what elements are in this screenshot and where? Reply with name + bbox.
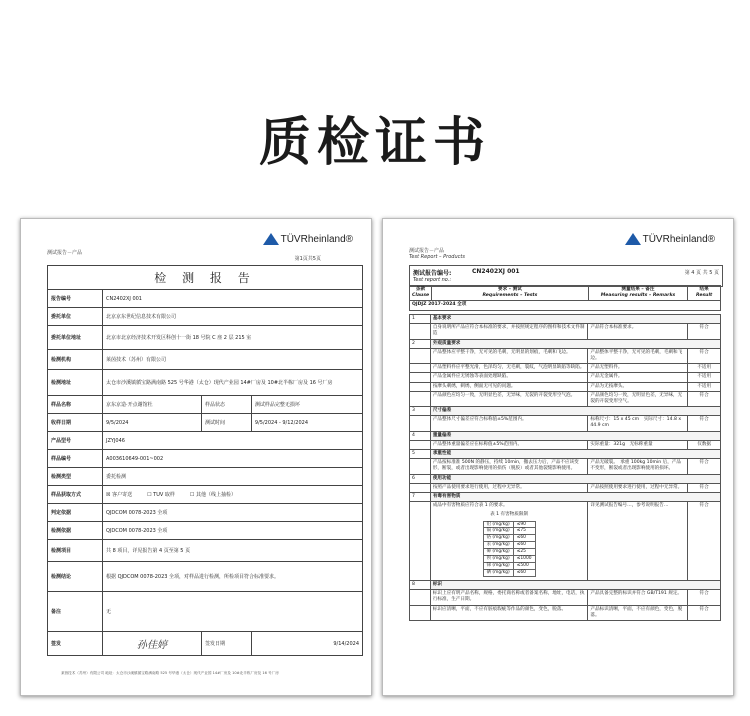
verdict-cell: 符合: [688, 348, 721, 363]
row-value: 9/5/2024 - 9/12/2024: [251, 414, 362, 432]
requirement-cell: [430, 590, 588, 605]
clause-cell: 5: [410, 450, 431, 459]
sign-label: 签发: [48, 632, 103, 656]
row-value: QJDCOM 0078-2023 全项: [103, 504, 363, 522]
clause-cell: [410, 416, 431, 431]
hazard-row: [483, 563, 535, 570]
standard-row: QJDJZ 2017-2024 全项: [410, 301, 721, 310]
requirement-text: 产品按标准准 500N 的静压，持续 10min，撤去压力后，产品不应该变形，断裂，或者出现影响使用的损伤（脱胶）或者其他裂缝影响使用。: [432, 460, 579, 472]
clause-cell: 7: [410, 492, 431, 501]
hazard-row: [483, 556, 535, 563]
requirement-cell: [430, 416, 588, 431]
table-header-row: [410, 286, 721, 301]
table-row: [410, 373, 721, 382]
test-report-results-page: [382, 218, 734, 696]
row-label: 判定依据: [48, 504, 103, 522]
hazard-item: 钡 (mg/kg): [483, 556, 513, 563]
report-number-bar: [409, 265, 723, 287]
clause-cell: [410, 364, 431, 373]
hazard-limit: ≤60: [513, 570, 535, 577]
report-number-label-en: Test report no.:: [413, 277, 452, 283]
section-row: [410, 339, 721, 348]
result-cell: 标称尺寸：15 x 45 cm 实际尺寸：14.8 x 44.9 cm: [588, 416, 688, 431]
hazard-item: 硒 (mg/kg): [483, 570, 513, 577]
verdict-cell: 符合: [688, 416, 721, 431]
result-cell: 产品无塑料件。: [588, 364, 688, 373]
clause-cell: [410, 324, 431, 339]
table-row: [410, 459, 721, 474]
row-label: 检测类型: [48, 468, 103, 486]
report-number-label: 测试报告编号:: [413, 270, 452, 277]
clause-cell: [410, 440, 431, 449]
table-row: [410, 416, 721, 431]
verdict-cell: 不适用: [688, 364, 721, 373]
row-value: 无: [103, 592, 363, 632]
hazard-limit: ≤60: [513, 542, 535, 549]
row-label: 检测依据: [48, 522, 103, 540]
row-label: 报告编号: [48, 290, 103, 308]
requirement-cell: [430, 324, 588, 339]
requirement-cell: [430, 459, 588, 474]
row-label: 样品名称: [48, 396, 103, 414]
verdict-cell: 符合: [688, 391, 721, 406]
table-row: [410, 440, 721, 449]
row-label: 测试时间: [202, 414, 252, 432]
page-number: 第 4 页 共 5 页: [684, 270, 719, 276]
table-row: [410, 382, 721, 391]
hazard-limit: ≤25: [513, 549, 535, 556]
requirement-text: 产品整体应平整干净，无可见的毛刺，无明显的划痕，毛刺和飞边。: [432, 349, 571, 355]
verdict-cell: 不适用: [688, 373, 721, 382]
requirement-text: 产品塑料件应平整光滑，色泽均匀，无毛刺，裂纹，气泡明显缺陷等缺陷。: [432, 365, 585, 371]
requirement-text: 产品整体重量偏差应在标称值±5%范围内。: [432, 441, 523, 447]
tuv-brand-text: TÜVRheinland®: [280, 233, 353, 245]
tuv-logo: [625, 233, 715, 245]
row-value: 9/5/2024: [103, 414, 202, 432]
result-cell: 产品标识清晰，平面，不应有颜色，变色，脱落。: [588, 605, 688, 620]
hazard-item: 汞 (mg/kg): [483, 542, 513, 549]
row-value: 根据 QJDCOM 0078-2023 全项，对样品进行检测，所检项目符合标准要求。: [103, 562, 363, 592]
signature: 孙佳婷: [137, 640, 168, 651]
table-row: [410, 364, 721, 373]
row-value: 测试样品完整无损坏: [251, 396, 362, 414]
col-header: 要求 – 测试 Requirements – Tests: [432, 286, 589, 301]
doc-header-label: 测试报告－产品: [47, 250, 83, 256]
result-cell: 产品颜色均匀一致，无明显色差，无异味，无裂的开裂变形空气。: [588, 391, 688, 406]
requirement-text: 标识上应有明产品名称，规格，委托商名称或者备案名称，地址，电话，执行标准，生产日期。: [432, 591, 585, 603]
row-value: ☒ 客户寄送 ☐ TUV 取样 ☐ 其他（线上抽检）: [103, 486, 363, 504]
table-row: [410, 391, 721, 406]
page-title: 质检证书: [258, 113, 491, 173]
clause-cell: 4: [410, 431, 431, 440]
section-title: 外观质量要求: [430, 339, 720, 348]
col-header: 测量结果 – 备注 Measuring results – Remarks: [588, 286, 688, 301]
hazard-limit: ≤60: [513, 535, 535, 542]
hazard-item: 镉 (mg/kg): [483, 528, 513, 535]
section-title: 有毒有害物质: [430, 492, 720, 501]
tuv-triangle-icon: [625, 233, 641, 245]
section-row: [410, 450, 721, 459]
requirement-cell: [430, 502, 588, 581]
verdict-cell: 不适用: [688, 382, 721, 391]
row-label: 备注: [48, 592, 103, 632]
date-label: 签发日期: [202, 632, 252, 656]
requirement-text: 按照产品使用要求进行使用，过程中无异常。: [432, 484, 525, 490]
row-value: 委托检测: [103, 468, 363, 486]
row-label: 检测结论: [48, 562, 103, 592]
section-row: [410, 407, 721, 416]
section-title: 标识: [430, 581, 720, 590]
tuv-triangle-icon: [263, 233, 279, 245]
clause-cell: 8: [410, 581, 431, 590]
table-row: [410, 605, 721, 620]
verdict-cell: 符合: [688, 459, 721, 474]
hazard-limit: ≤75: [513, 528, 535, 535]
clause-cell: [410, 382, 431, 391]
clause-cell: [410, 502, 431, 581]
row-label: 检测机构: [48, 350, 103, 370]
clause-cell: [410, 373, 431, 382]
table-row: [410, 324, 721, 339]
result-cell: 产品整体平整干净，无可见的毛刺，毛刺和飞边。: [588, 348, 688, 363]
col-header: 条款 Clause: [410, 286, 432, 301]
requirement-text: 自身说明所产品应符合本标准的要求，并按照规定程序的图样和技术文件制造: [432, 325, 585, 337]
doc-header-label-en: Test Report – Products: [409, 254, 465, 260]
doc-footer: 莱茵技术（苏州）有限公司 地址：太仓市沙溪镇循宝路满南路 525 号华港（太仓）现代产业园 14#厂房及 10#北半栋厂房及 16 号厂房: [61, 671, 279, 675]
clause-cell: [410, 348, 431, 363]
section-row: [410, 431, 721, 440]
section-title: 重量偏差: [430, 431, 720, 440]
row-value: 太仓市沙溪镇循宝路满南路 525 号华港（太仓）现代产业园 14#厂房及 10#北半栋厂房及 16 号厂房: [103, 370, 363, 396]
verdict-cell: 仅数据: [688, 440, 721, 449]
hazard-row: [483, 535, 535, 542]
hazard-limit-table: [483, 521, 536, 578]
doc-header-label: 测试报告－产品: [409, 248, 445, 254]
requirement-cell: [430, 605, 588, 620]
table-row: [410, 590, 721, 605]
hazard-limit: ≤90: [513, 521, 535, 528]
hazard-item: 铬 (mg/kg): [483, 535, 513, 542]
row-value: JZYJ046: [103, 432, 363, 450]
section-title: 尺寸偏差: [430, 407, 720, 416]
row-label: 产品型号: [48, 432, 103, 450]
tuv-brand-text: TÜVRheinland®: [642, 233, 715, 245]
section-title: 承重性能: [430, 450, 720, 459]
requirement-cell: [430, 440, 588, 449]
results-rows: [409, 314, 721, 621]
requirement-text: 成品中有害物质应符合表 1 的要求。: [432, 503, 508, 509]
requirement-cell: [430, 382, 588, 391]
requirement-cell: [430, 391, 588, 406]
row-value: 共 8 项目，详见报告第 4 页至第 5 页: [103, 540, 363, 562]
verdict-cell: 符合: [688, 483, 721, 492]
row-value: QJDCOM 0078-2023 全项: [103, 522, 363, 540]
result-cell: 详见测试报告编号…，参考说明报告…: [588, 502, 688, 581]
clause-cell: [410, 391, 431, 406]
result-cell: 产品按照使用要求进行使用，过程中无异常。: [588, 483, 688, 492]
section-row: [410, 581, 721, 590]
clause-cell: 6: [410, 474, 431, 483]
row-value: CN2402XJ 001: [103, 290, 363, 308]
requirement-text: 标识应清晰，平面，不应有脏痕瑕疵等作品的颜色，变色，脱落。: [432, 606, 567, 612]
row-value: 北京京东世纪信息技术有限公司: [103, 308, 363, 326]
requirement-text: 产品金属件应无锈蚀等表面处理缺陷。: [432, 374, 511, 380]
section-title: 使用功能: [430, 474, 720, 483]
result-cell: 产品无破裂。 承重 100kg 10min 后，产品不变形，断裂或者出现影响使用的损坏。: [588, 459, 688, 474]
signature-cell: [103, 632, 202, 656]
section-title: 基本要求: [430, 315, 720, 324]
clause-cell: 1: [410, 315, 431, 324]
requirement-cell: [430, 348, 588, 363]
table-row: [410, 483, 721, 492]
row-value: 莱茵技术（苏州）有限公司: [103, 350, 363, 370]
results-table: [409, 285, 721, 311]
hazard-row: [483, 570, 535, 577]
result-cell: 实际重量：321g 无标称重量: [588, 440, 688, 449]
clause-cell: [410, 605, 431, 620]
col-header: 结果 Result: [688, 286, 721, 301]
row-label: 委托单位: [48, 308, 103, 326]
page-number: 第1页共5页: [294, 256, 321, 262]
clause-cell: [410, 590, 431, 605]
result-cell: 产品无金属件。: [588, 373, 688, 382]
clause-cell: [410, 459, 431, 474]
result-cell: 产品为无按摩头。: [588, 382, 688, 391]
verdict-cell: 符合: [688, 605, 721, 620]
section-row: [410, 315, 721, 324]
clause-cell: 2: [410, 339, 431, 348]
result-cell: 产品符合本标准要求。: [588, 324, 688, 339]
requirement-cell: [430, 483, 588, 492]
test-report-cover-page: [20, 218, 372, 696]
row-label: 样品状态: [202, 396, 252, 414]
hazard-limit: ≤1000: [513, 556, 535, 563]
row-label: 样品编号: [48, 450, 103, 468]
report-number: CN2402XJ 001: [472, 268, 520, 275]
hazard-item: 铅 (mg/kg): [483, 521, 513, 528]
hazard-row: [483, 521, 535, 528]
requirement-text: 按摩头刺绣，刺绣，侧面无可见的问题。: [432, 383, 516, 389]
hazard-row: [483, 528, 535, 535]
verdict-cell: 符合: [688, 590, 721, 605]
row-label: 收样日期: [48, 414, 103, 432]
clause-cell: [410, 483, 431, 492]
hazard-limit: ≤500: [513, 563, 535, 570]
hazard-item: 锑 (mg/kg): [483, 563, 513, 570]
result-cell: 产品具备完整的标识并符合 GB/T191 规定。: [588, 590, 688, 605]
report-info-table: [47, 265, 363, 656]
table-row: [410, 502, 721, 581]
hazard-row: [483, 542, 535, 549]
table-row: [410, 348, 721, 363]
clause-cell: 3: [410, 407, 431, 416]
tuv-logo: [263, 233, 353, 245]
hazard-item: 砷 (mg/kg): [483, 549, 513, 556]
row-label: 委托单位地址: [48, 326, 103, 350]
row-value: 北京市北京经济技术开发区科创十一街 18 号院 C 座 2 层 215 室: [103, 326, 363, 350]
requirement-text: 产品颜色应均匀一致，无明显色差，无异味，无裂的开裂变形空气泡。: [432, 392, 576, 398]
verdict-cell: 符合: [688, 324, 721, 339]
issue-date: 9/14/2024: [251, 632, 362, 656]
row-label: 样品获取方式: [48, 486, 103, 504]
inner-table-title: 表 1 有害物质限制: [490, 512, 529, 518]
verdict-cell: 符合: [688, 502, 721, 581]
row-label: 检测项目: [48, 540, 103, 562]
section-row: [410, 492, 721, 501]
report-title: 检 测 报 告: [48, 266, 363, 290]
row-label: 检测地址: [48, 370, 103, 396]
requirement-cell: [430, 364, 588, 373]
section-row: [410, 474, 721, 483]
hazard-row: [483, 549, 535, 556]
row-value: 京东京造·开点谢馆杜: [103, 396, 202, 414]
requirement-cell: [430, 373, 588, 382]
row-value: A003610649-001~002: [103, 450, 363, 468]
requirement-text: 产品整体尺寸偏差应符合标称值±5%范围内。: [432, 417, 527, 423]
